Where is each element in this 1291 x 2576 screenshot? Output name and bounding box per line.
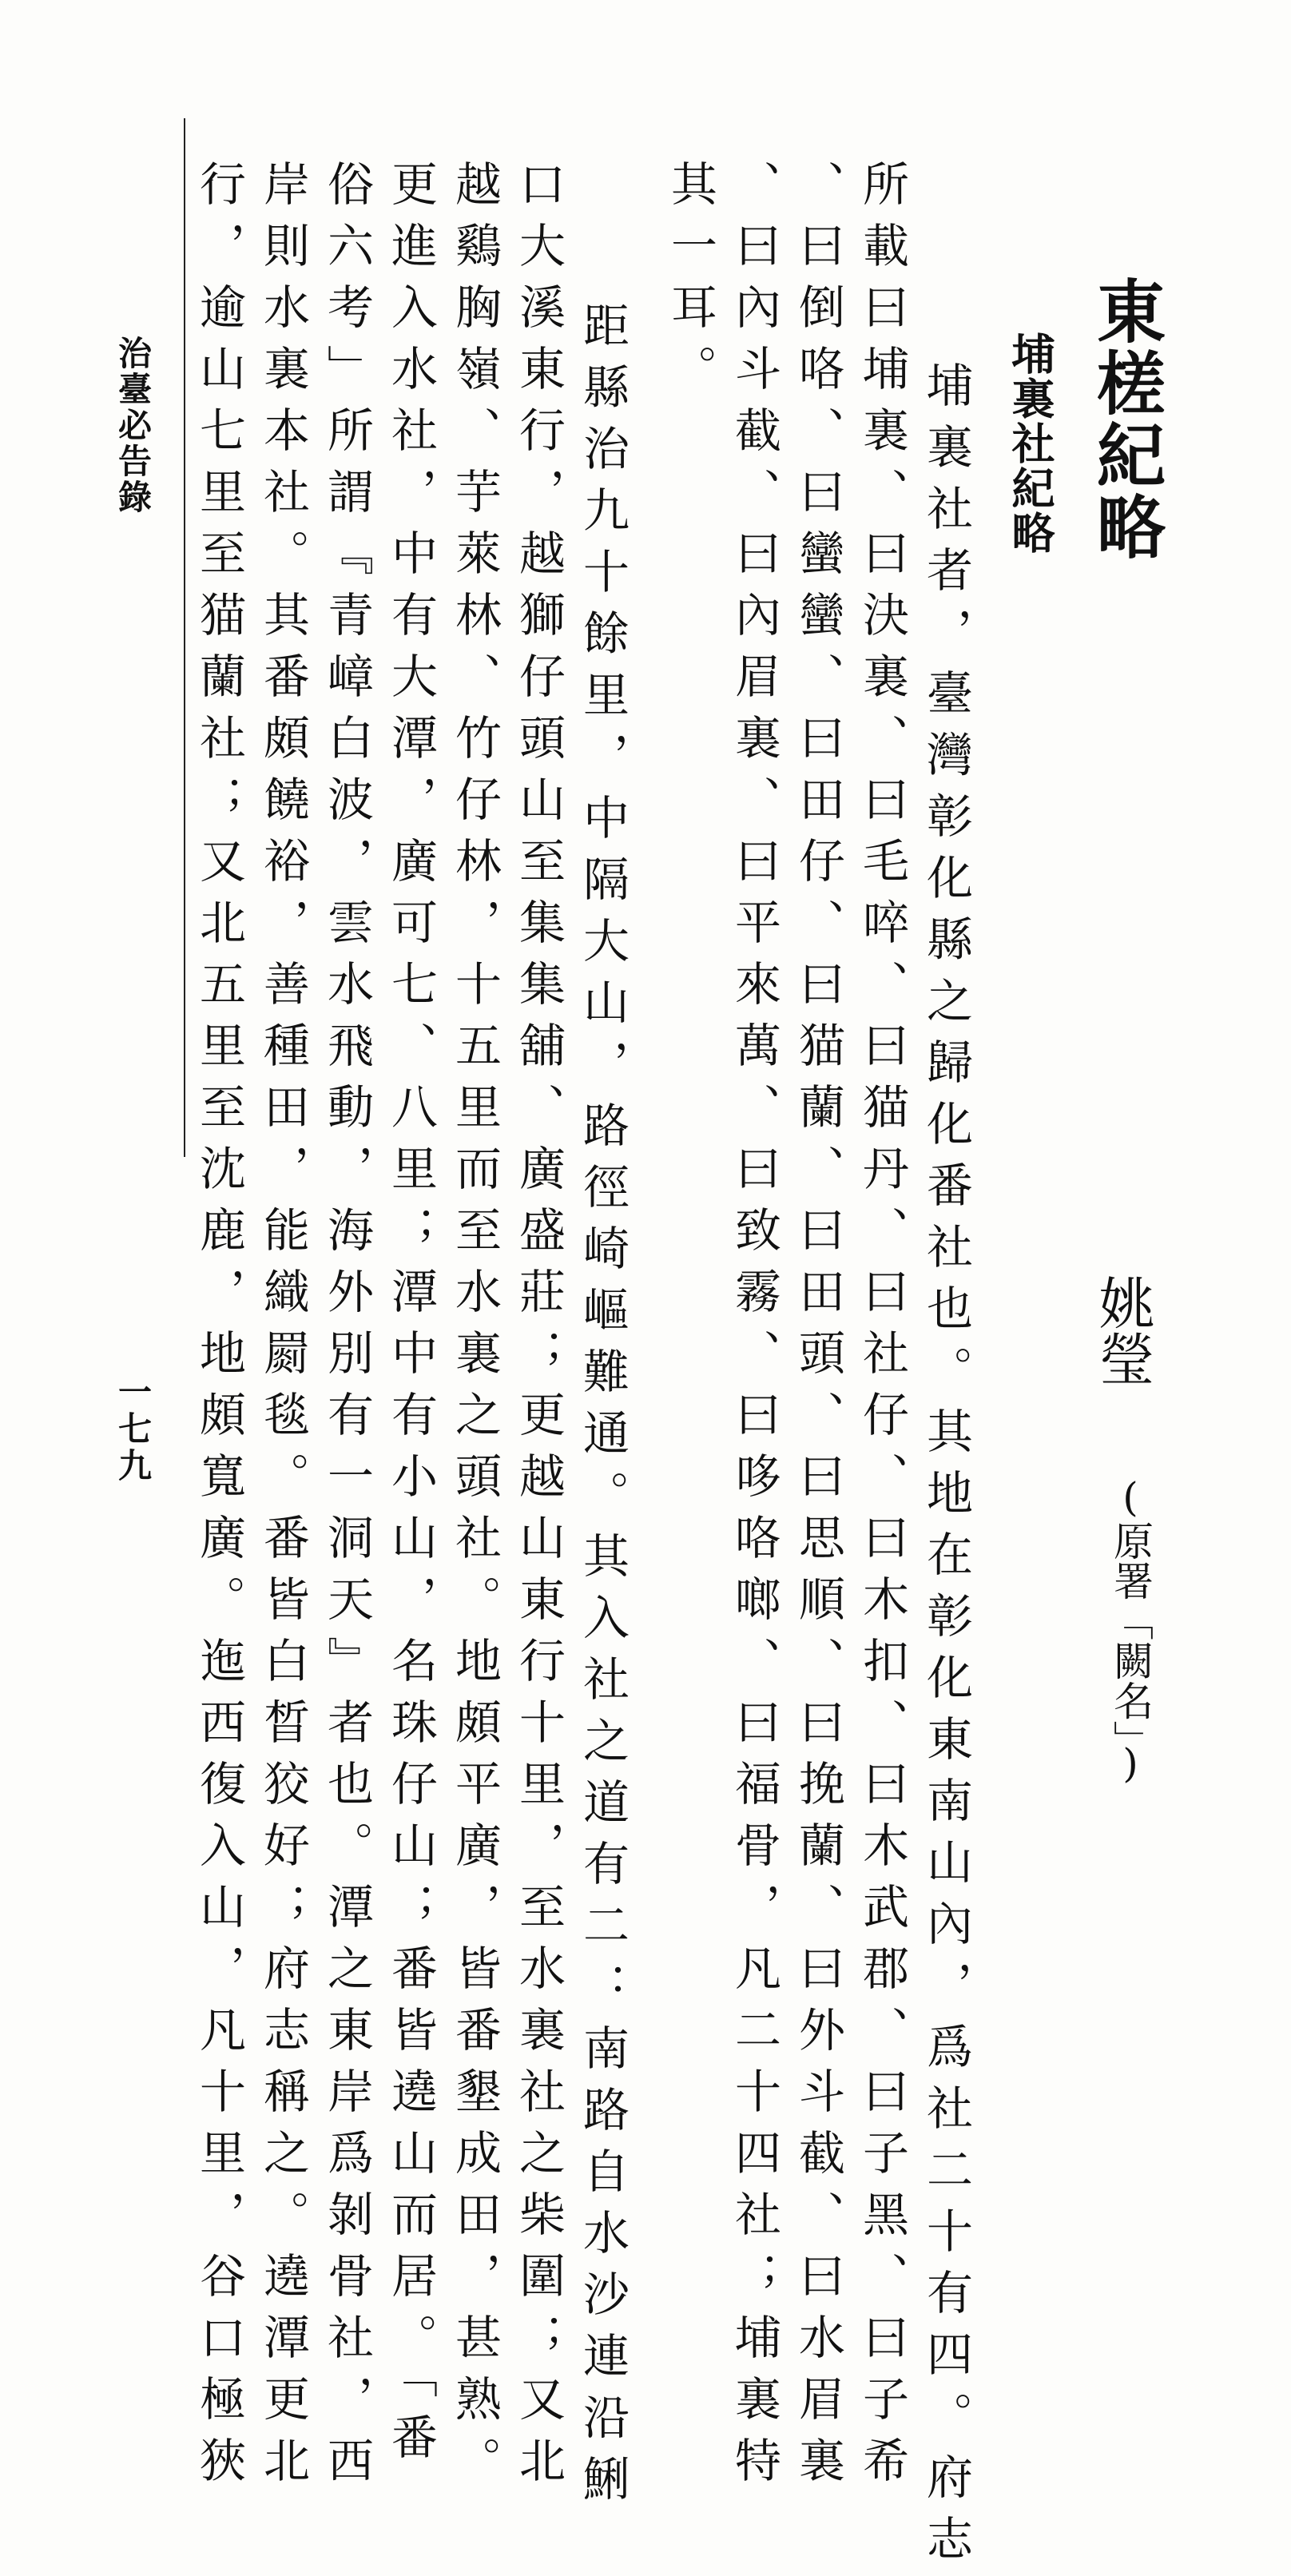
text-line: 、曰內斗截、曰內眉裏、曰平來萬、曰致霧、曰哆咯啷、曰福骨，凡二十四社；埔裏特 — [727, 160, 781, 2498]
text-line: 所載曰埔裏、曰決裏、曰毛啐、曰猫丹、曰社仔、曰木扣、曰木武郡、曰子黑、曰子希 — [855, 160, 909, 2498]
text-line: 、曰倒咯、曰蠻蠻、曰田仔、曰猫蘭、曰田頭、曰思順、曰挽蘭、曰外斗截、曰水眉裏 — [791, 160, 845, 2498]
margin-rule — [184, 118, 185, 1157]
page-number: 一七九 — [113, 1374, 153, 1485]
running-title: 治臺必告錄 — [113, 336, 153, 515]
text-line: 口大溪東行，越獅仔頭山至集集舖、廣盛莊；更越山東行十里，至水裏社之柴圍；又北 — [511, 160, 566, 2498]
author-note: (原署「闕名」) — [1107, 1474, 1154, 1787]
document-title: 東槎紀略 — [1085, 276, 1166, 563]
text-line: 其一耳。 — [663, 160, 717, 406]
author-name: 姚瑩 — [1090, 1274, 1155, 1386]
text-line: 距縣治九十餘里，中隔大山，路徑崎嶇難通。其入社之道有二：南路自水沙連沿鯏 — [575, 240, 630, 2516]
text-line: 更進入水社，中有大潭，廣可七、八里；潭中有小山，名珠仔山；番皆遶山而居。「番 — [383, 160, 438, 2475]
text-line: 行，逾山七里至猫蘭社；又北五里至沈鹿，地頗寬廣。迤西復入山，凡十里，谷口極狹 — [192, 160, 246, 2498]
section-title: 埔裏社紀略 — [1005, 332, 1055, 555]
text-line: 岸則水裏本社。其番頗饒裕，善種田，能織罽毯。番皆白晳狡好；府志稱之。遶潭更北 — [256, 160, 310, 2498]
text-line: 埔裏社者，臺灣彰化縣之歸化番社也。其地在彰化東南山內，爲社二十有四。府志 — [919, 300, 973, 2576]
text-line: 俗六考」所謂『青嶂白波，雲水飛動，海外別有一洞天』者也。潭之東岸爲剝骨社，西 — [320, 160, 374, 2498]
text-line: 越鷄胸嶺、芋萊林、竹仔林，十五里而至水裏之頭社。地頗平廣，皆番墾成田，甚熟。 — [447, 160, 502, 2498]
